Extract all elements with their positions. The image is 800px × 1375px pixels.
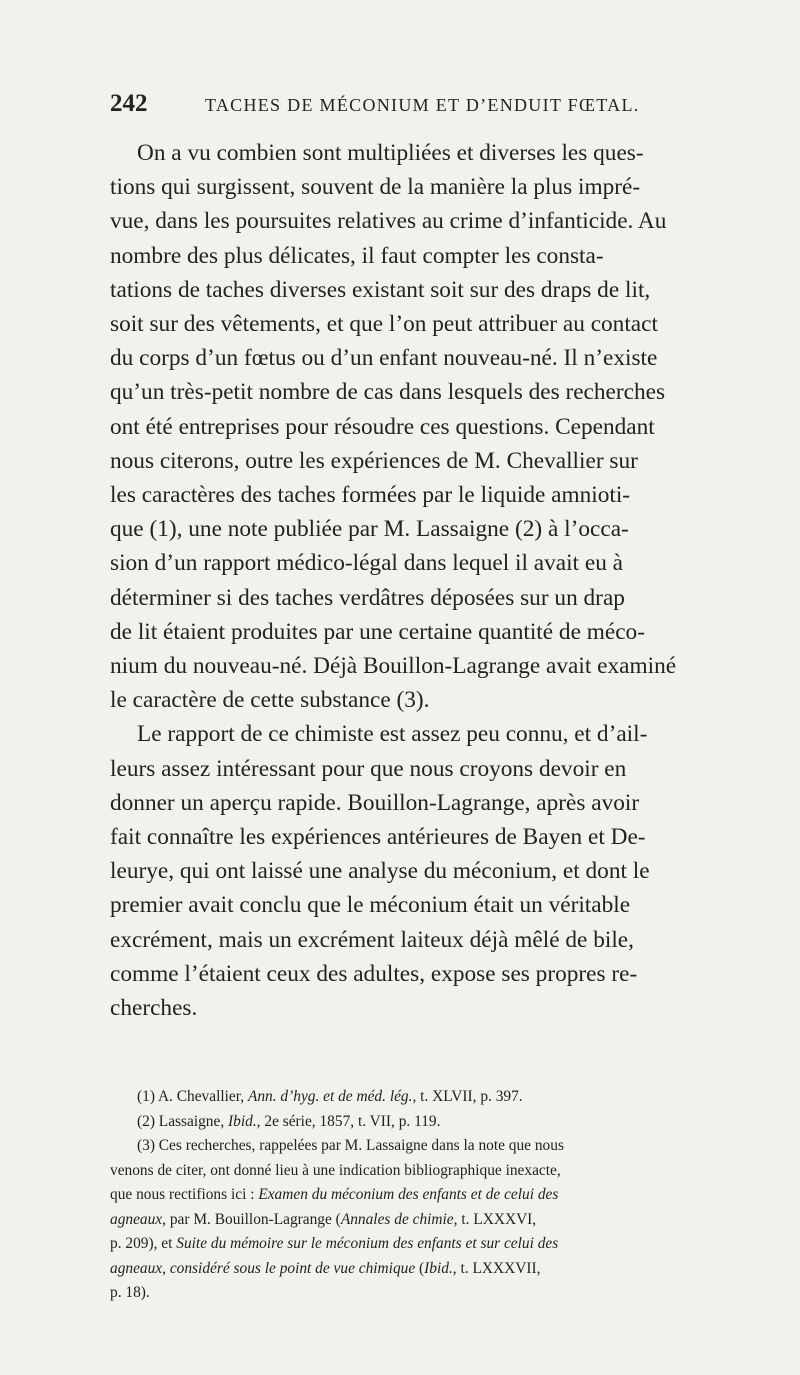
running-title: TACHES DE MÉCONIUM ET D’ENDUIT FŒTAL.: [205, 95, 640, 115]
text-line: comme l’étaient ceux des adultes, expose ses propres re-: [110, 960, 638, 987]
text-line: du corps d’un fœtus ou d’un enfant nouveau-né. Il n’existe: [110, 345, 658, 372]
footnote-line: p. 18).: [110, 1284, 150, 1301]
footnote-citation: Annales de chimie,: [340, 1210, 458, 1228]
page-number: 242: [110, 90, 148, 117]
text-line: nium du nouveau-né. Déjà Bouillon-Lagrange avait examiné: [110, 653, 677, 680]
footnote-text: , 2e série, 1857, t. VII, p. 119.: [256, 1112, 441, 1130]
footnote-line: [110, 1085, 695, 1110]
footnote-line: [110, 1183, 695, 1208]
footnote-line: [110, 1208, 695, 1233]
text-line: nous citerons, outre les expériences de M. Chevallier sur: [110, 447, 638, 474]
main-paragraph: [110, 136, 695, 1025]
footnote-citation: Ibid.: [424, 1259, 453, 1277]
footnote-citation: Ann. d’hyg. et de méd. lég.: [247, 1088, 413, 1105]
page-header: [110, 90, 710, 120]
footnotes: [110, 1085, 695, 1306]
footnote-citation: Suite du mémoire sur le méconium des enfants et sur celui des: [176, 1235, 559, 1252]
text-line: vue, dans les poursuites relatives au crime d’infanticide. Au: [110, 208, 667, 235]
footnote-3: [110, 1134, 695, 1306]
text-line: donner un aperçu rapide. Bouillon-Lagrange, après avoir: [110, 789, 640, 816]
footnote-citation: agneaux, considéré sous le point de vue chimique: [110, 1259, 416, 1277]
text-line: sion d’un rapport médico-légal dans lequel il avait eu à: [110, 550, 624, 577]
footnote-text: p. 209), et: [110, 1235, 177, 1252]
text-line: déterminer si des taches verdâtres déposées sur un drap: [110, 584, 625, 611]
footnote-2: [110, 1110, 695, 1135]
footnote-line: [110, 1257, 695, 1282]
footnote-text: , t. XLVII, p. 397.: [412, 1088, 523, 1105]
text-line: les caractères des taches formées par le liquide amnioti-: [110, 482, 631, 509]
footnote-text: (: [415, 1259, 425, 1277]
footnote-text: par M. Bouillon-Lagrange (: [166, 1210, 341, 1228]
text-line: que (1), une note publiée par M. Lassaigne (2) à l’occa-: [110, 516, 629, 543]
footnote-citation: Examen du méconium des enfants et de celui des: [258, 1186, 559, 1203]
footnote-citation: agneaux,: [110, 1210, 166, 1228]
footnote-text: , t. LXXXVII,: [452, 1259, 541, 1277]
footnote-line: [110, 1232, 695, 1257]
text-line: tions qui surgissent, souvent de la manière la plus impré-: [110, 174, 641, 201]
text-line: qu’un très-petit nombre de cas dans lesquels des recherches: [110, 379, 666, 406]
text-line: soit sur des vêtements, et que l’on peut attribuer au contact: [110, 311, 658, 338]
text-line: cherches.: [110, 995, 198, 1022]
text-line: de lit étaient produites par une certaine quantité de méco-: [110, 618, 645, 645]
text-line: nombre des plus délicates, il faut compter les consta-: [110, 242, 604, 269]
text-line: On a vu combien sont multipliées et diverses les ques-: [137, 140, 644, 166]
footnote-text: (1) A. Chevallier,: [137, 1088, 248, 1105]
text-line: excrément, mais un excrément laiteux déjà mêlé de bile,: [110, 926, 634, 953]
text-line: leurye, qui ont laissé une analyse du méconium, et dont le: [110, 858, 650, 885]
text-line: fait connaître les expériences antérieures de Bayen et De-: [110, 824, 646, 851]
footnote-line: [110, 1110, 695, 1135]
text-line: Le rapport de ce chimiste est assez peu connu, et d’ail-: [137, 721, 648, 748]
text-line: tations de taches diverses existant soit sur des draps de lit,: [110, 276, 651, 303]
text-line: le caractère de cette substance (3).: [110, 687, 430, 714]
footnote-text: t. LXXXVI,: [457, 1210, 537, 1228]
footnote-text: (2) Lassaigne,: [137, 1112, 229, 1130]
footnote-citation: Ibid.: [228, 1112, 257, 1130]
footnote-1: [110, 1085, 695, 1110]
footnote-line: (3) Ces recherches, rappelées par M. Lassaigne dans la note que nous: [137, 1137, 564, 1154]
text-line: leurs assez intéressant pour que nous croyons devoir en: [110, 755, 627, 782]
footnote-line: venons de citer, ont donné lieu à une indication bibliographique inexacte,: [110, 1161, 561, 1179]
footnote-text: que nous rectifions ici :: [110, 1186, 259, 1203]
text-line: premier avait conclu que le méconium était un véritable: [110, 892, 631, 919]
text-line: ont été entreprises pour résoudre ces questions. Cependant: [110, 413, 655, 440]
